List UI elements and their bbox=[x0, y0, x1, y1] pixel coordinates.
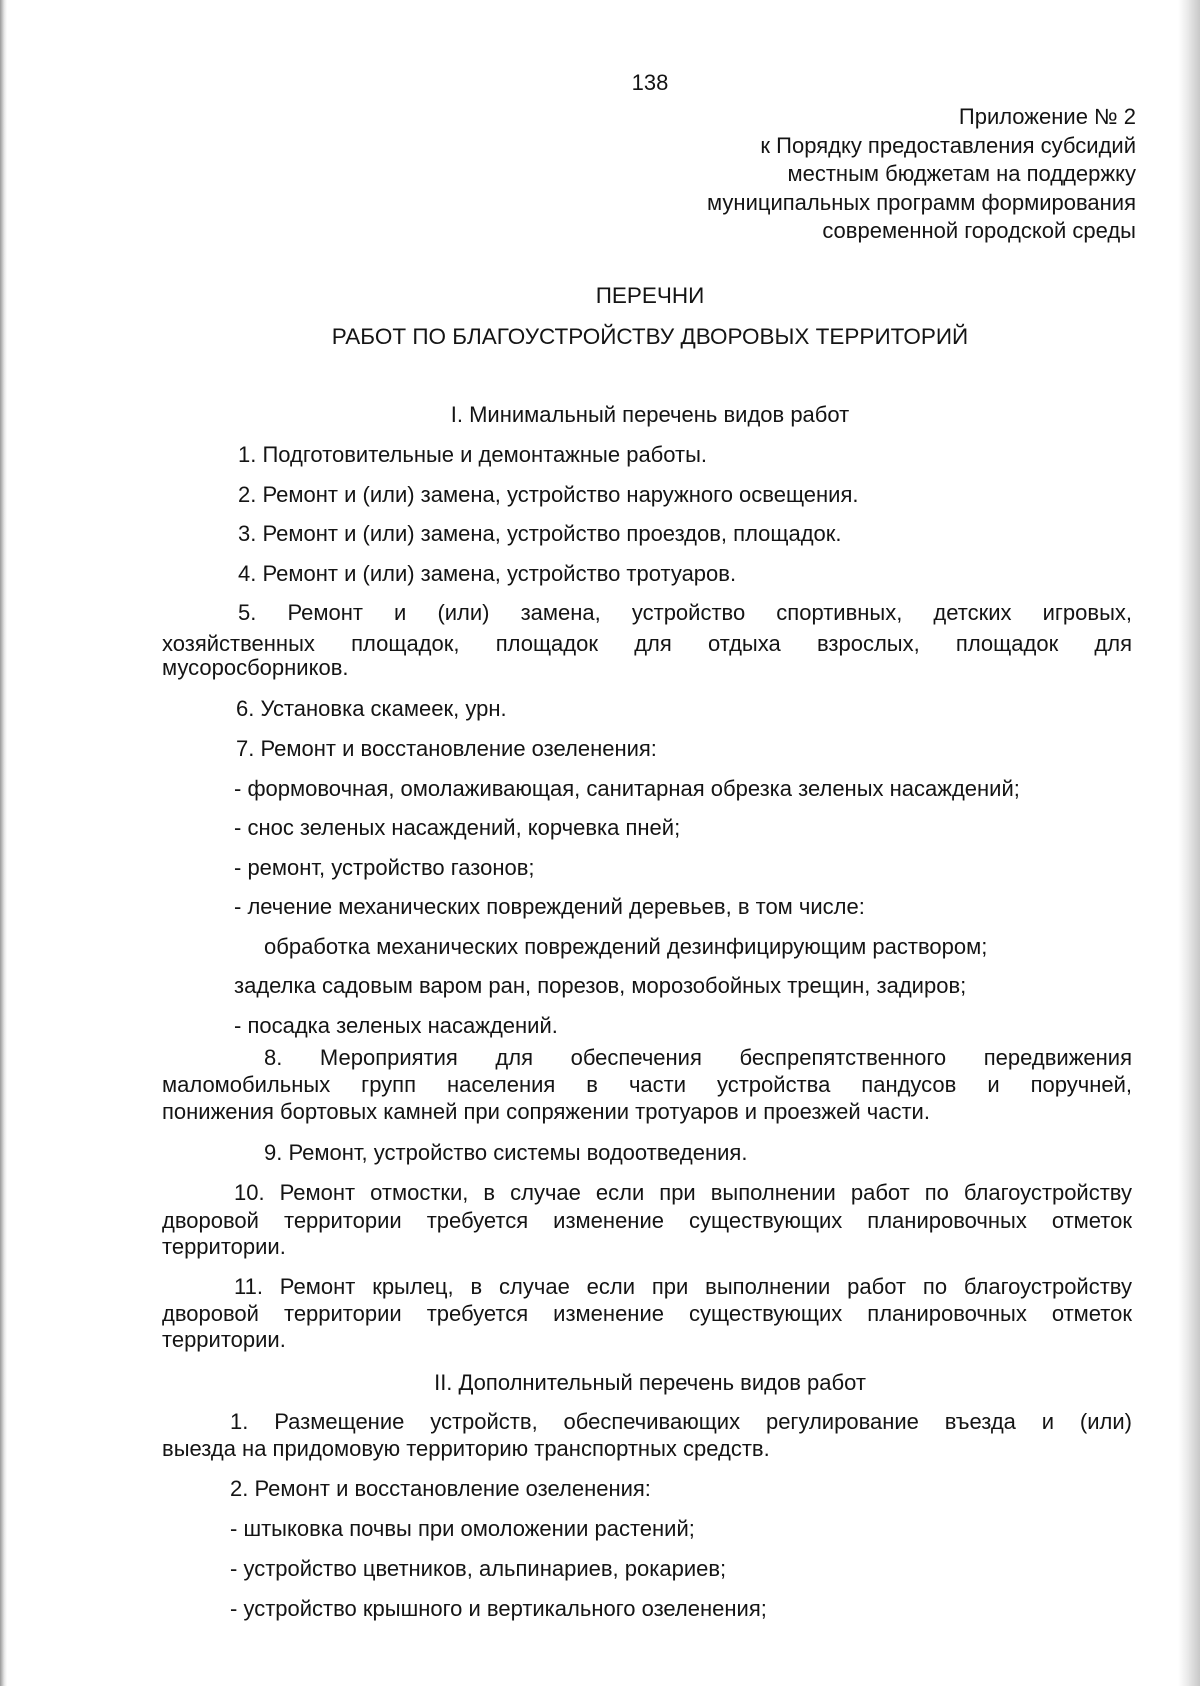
list-item: 5. Ремонт и (или) замена, устройство спортивных, детских игровых, bbox=[238, 600, 1132, 625]
appendix-line: современной городской среды bbox=[822, 218, 1136, 243]
list-item-continuation: дворовой территории требуется изменение существующих планировочных отметок bbox=[162, 1208, 1132, 1233]
list-item: 4. Ремонт и (или) замена, устройство тротуаров. bbox=[238, 561, 737, 586]
appendix-line: местным бюджетам на поддержку bbox=[787, 161, 1136, 186]
appendix-header bbox=[707, 103, 1136, 246]
list-item: 2. Ремонт и восстановление озеленения: bbox=[230, 1476, 651, 1501]
list-item: 10. Ремонт отмостки, в случае если при выполнении работ по благоустройству bbox=[234, 1180, 1132, 1205]
scan-right-edge bbox=[1178, 0, 1200, 1686]
list-item: 8. Мероприятия для обеспечения беспрепятственного передвижения bbox=[264, 1045, 1132, 1070]
list-item: 6. Установка скамеек, урн. bbox=[236, 696, 507, 721]
list-item: 9. Ремонт, устройство системы водоотведения. bbox=[264, 1140, 748, 1165]
list-item-continuation: выезда на придомовую территорию транспортных средств. bbox=[162, 1436, 770, 1461]
list-item: 1. Подготовительные и демонтажные работы. bbox=[238, 442, 708, 467]
document-title: ПЕРЕЧНИ bbox=[595, 283, 705, 308]
list-item: 7. Ремонт и восстановление озеленения: bbox=[236, 736, 657, 761]
list-item-continuation: дворовой территории требуется изменение существующих планировочных отметок bbox=[162, 1301, 1132, 1326]
list-item: 11. Ремонт крылец, в случае если при выполнении работ по благоустройству bbox=[234, 1274, 1132, 1299]
list-item-continuation: понижения бортовых камней при сопряжении тротуаров и проезжей части. bbox=[162, 1099, 930, 1124]
sub-item: - посадка зеленых насаждений. bbox=[234, 1013, 558, 1038]
scan-left-edge bbox=[0, 0, 7, 1686]
page-number: 138 bbox=[631, 70, 669, 95]
sub-item: - устройство крышного и вертикального озеленения; bbox=[230, 1596, 767, 1621]
section-heading: II. Дополнительный перечень видов работ bbox=[434, 1370, 866, 1395]
section-heading: I. Минимальный перечень видов работ bbox=[450, 402, 850, 427]
list-item-continuation: мусоросборников. bbox=[162, 655, 349, 680]
list-item: 1. Размещение устройств, обеспечивающих регулирование въезда и (или) bbox=[230, 1409, 1132, 1434]
sub-item: обработка механических повреждений дезинфицирующим раствором; bbox=[264, 934, 988, 959]
list-item-continuation: территории. bbox=[162, 1327, 286, 1352]
sub-item: - устройство цветников, альпинариев, рокариев; bbox=[230, 1556, 727, 1581]
list-item-continuation: территории. bbox=[162, 1234, 286, 1259]
sub-item: - штыковка почвы при омоложении растений; bbox=[230, 1516, 695, 1541]
list-item-continuation: маломобильных групп населения в части устройства пандусов и поручней, bbox=[162, 1072, 1132, 1097]
list-item-continuation: хозяйственных площадок, площадок для отдыха взрослых, площадок для bbox=[162, 631, 1132, 656]
sub-item: - ремонт, устройство газонов; bbox=[234, 855, 535, 880]
appendix-line: к Порядку предоставления субсидий bbox=[760, 132, 1136, 158]
appendix-line: муниципальных программ формирования bbox=[707, 189, 1136, 215]
appendix-line: Приложение № 2 bbox=[958, 104, 1136, 129]
list-item: 2. Ремонт и (или) замена, устройство наружного освещения. bbox=[238, 482, 859, 507]
document-subtitle: РАБОТ ПО БЛАГОУСТРОЙСТВУ ДВОРОВЫХ ТЕРРИТОРИЙ bbox=[331, 324, 969, 349]
sub-item: заделка садовым варом ран, порезов, морозобойных трещин, задиров; bbox=[234, 973, 967, 998]
sub-item: - формовочная, омолаживающая, санитарная обрезка зеленых насаждений; bbox=[234, 776, 1020, 801]
sub-item: - лечение механических повреждений деревьев, в том числе: bbox=[234, 894, 865, 919]
list-item: 3. Ремонт и (или) замена, устройство проездов, площадок. bbox=[238, 521, 842, 546]
sub-item: - снос зеленых насаждений, корчевка пней; bbox=[234, 815, 681, 840]
